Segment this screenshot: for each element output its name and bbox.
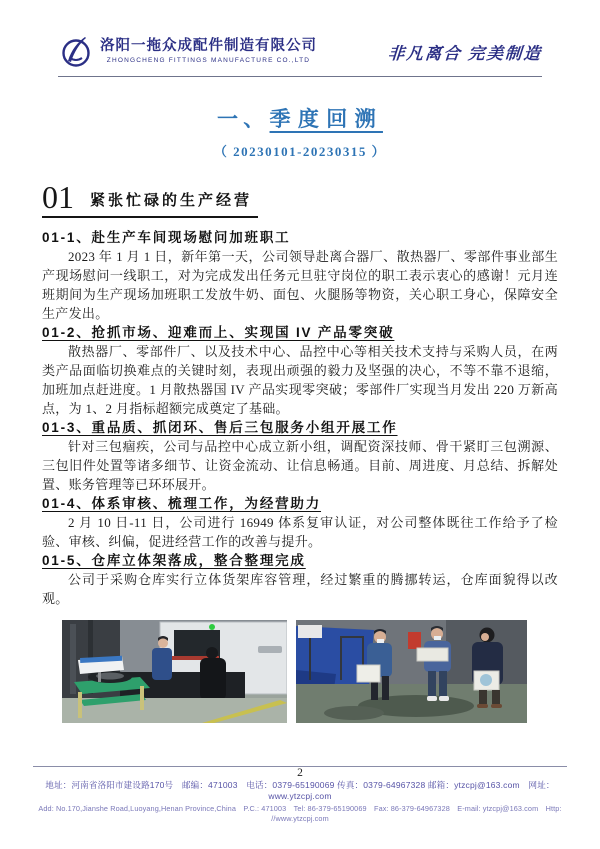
chapter-date-range: （ 20230101-20230315 ）	[213, 144, 387, 159]
item-heading-01-1: 01-1、赴生产车间现场慰问加班职工	[42, 230, 291, 245]
page-header	[58, 33, 542, 71]
company-slogan: 非凡离合 完美制造	[387, 44, 543, 63]
item-heading-01-2: 01-2、抢抓市场、迎难而上、实现国 IV 产品零突破	[42, 325, 395, 340]
company-logo-group	[58, 34, 317, 70]
section-title: 紧张忙碌的生产经营	[90, 192, 253, 209]
item-heading-01-3: 01-3、重品质、抓闭环、售后三包服务小组开展工作	[42, 420, 398, 435]
chapter-title	[0, 103, 600, 133]
section-heading-wrap	[42, 179, 558, 218]
company-names	[100, 39, 317, 64]
company-name-en: ZHONGCHENG FITTINGS MANUFACTURE CO.,LTD	[106, 57, 311, 65]
company-name-cn: 洛阳一拖众成配件制造有限公司	[100, 38, 317, 55]
footer-address-en: Add: No.170,Jianshe Road,Luoyang,Henan Province,China P.C.: 471003 Tel: 86-379-65190069 Fax: 86-379-64967328 E-mail: ytzcpj@163.com Http: //www.ytzcpj.com	[38, 804, 562, 823]
item-body-01-5: 公司于采购仓库实行立体货架库容管理，经过繁重的腾挪转运，仓库面貌得以改观。	[42, 572, 558, 606]
workshop-photo	[62, 620, 287, 723]
page-footer	[33, 766, 567, 824]
section-content	[42, 228, 558, 608]
chapter-title-main: 季度回溯	[269, 107, 383, 131]
item-body-01-4: 2 月 10 日-11 日，公司进行 16949 体系复审认证，对公司整体既往工作给予了检验、审核、纠偏，促进经营工作的改善与提升。	[42, 515, 558, 549]
company-logo-icon	[58, 34, 94, 70]
item-body-01-3: 针对三包痼疾，公司与品控中心成立新小组，调配资深技师、骨干紧盯三包溯源、三包旧件处置等诸多细节、让资金流动、让信息畅通。目前、周进度、月总结、拆解处置、账务管理等已环环展开。	[42, 439, 558, 492]
photo-row	[62, 620, 600, 723]
header-divider	[58, 76, 542, 77]
item-heading-01-4: 01-4、体系审核、梳理工作，为经营助力	[42, 496, 322, 511]
item-body-01-2: 散热器厂、零部件厂、以及技术中心、品控中心等相关技术支持与采购人员，在两类产品面临切换难点的关键时刻，表现出顽强的毅力及坚强的决心，不等不靠不退缩，加班加点赶进度。1 月散热器国 IV 产品实现零突破；零部件厂实现当月发出 220 万新高点，为 1、2 月指标超额完成奠定了基础。	[42, 344, 558, 416]
section-heading	[42, 179, 258, 218]
section-number: 01	[42, 179, 74, 215]
footer-address-cn: 地址：河南省洛阳市建设路170号 邮编：471003 电话：0379-65190069 传真：0379-64967328 邮箱：ytzcpj@163.com 网址：www.ytzcpj.com	[45, 780, 555, 801]
item-heading-01-5: 01-5、仓库立体架落成，整合整理完成	[42, 553, 306, 568]
gifts-photo	[296, 620, 527, 723]
chapter-title-prefix: 一、	[217, 107, 270, 131]
item-body-01-1: 2023 年 1 月 1 日，新年第一天，公司领导赴离合器厂、散热器厂、零部件事业部生产现场慰问一线职工，对为完成发出任务元旦驻守岗位的职工表示衷心的感谢！元月连班期间为生产现场加班职工发放牛奶、面包、火腿肠等物资，关心职工身心，保障安全生产发出。	[42, 249, 558, 321]
page-number: 2	[297, 767, 303, 779]
